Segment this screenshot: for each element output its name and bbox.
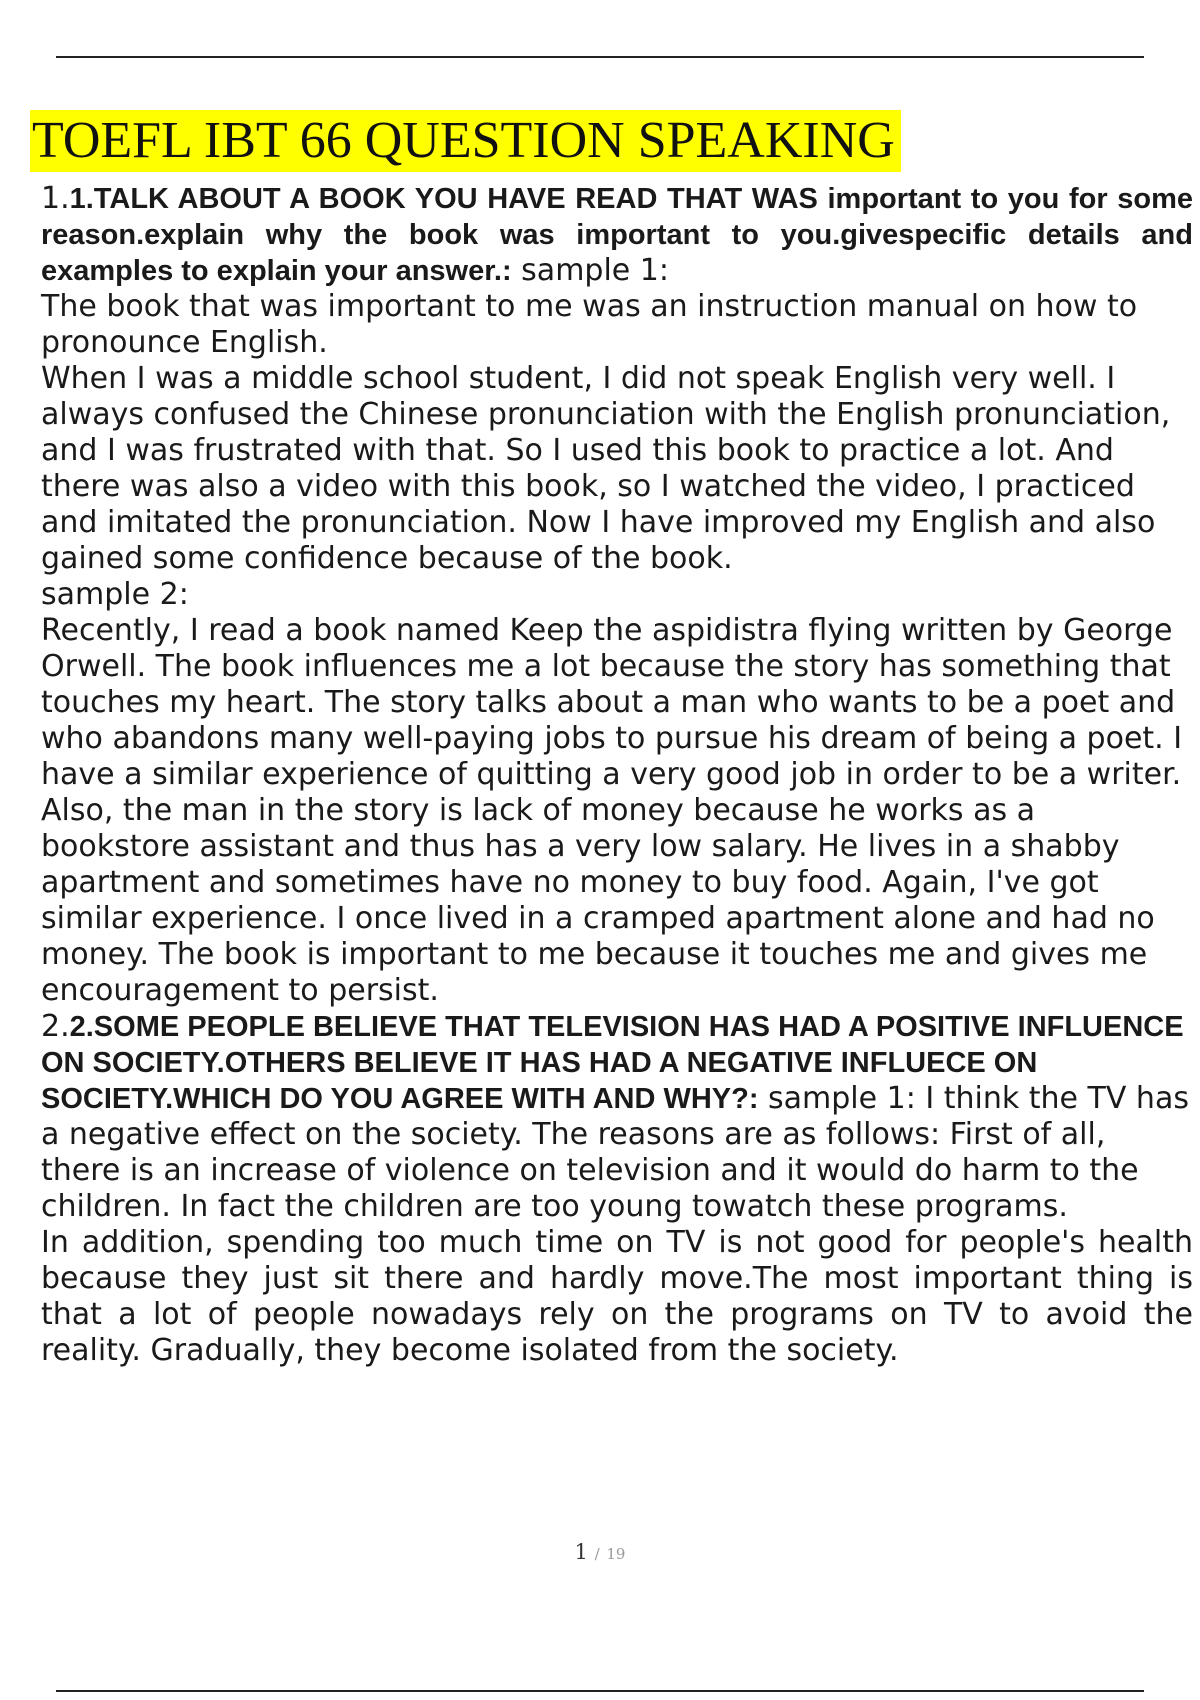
top-rule: [56, 56, 1144, 58]
current-page: 1: [574, 1540, 588, 1564]
question-text: 1.TALK ABOUT A BOOK YOU HAVE READ THAT WAS important to you for some reason.explain why the book was important to you.givespecific details and examples to explain your answer.:: [41, 183, 1193, 287]
question-number: 2.: [41, 1009, 70, 1044]
page-indicator: [0, 1540, 1200, 1564]
total-pages: 19: [606, 1545, 626, 1563]
answer-paragraph: The book that was important to me was an instruction manual on how to pronounce English.: [41, 289, 1138, 360]
document-title: TOEFL IBT 66 QUESTION SPEAKING: [30, 110, 901, 172]
question-1-heading: [41, 181, 1193, 289]
page-separator: /: [594, 1545, 600, 1563]
bottom-rule: [56, 1690, 1144, 1692]
answer-paragraph: When I was a middle school student, I did not speak English very well. I always confused the Chinese pronunciation with the English pronunciation, and I was frustrated with that. So I used this book to practice a lot. And there was also a video with this book, so I watched the video, I practiced and imitated the pronunciation. Now I have improved my English and also gained some confidence because of the book.: [41, 361, 1171, 576]
question-2-heading: [41, 1009, 1193, 1225]
sample-label: sample 2:: [41, 577, 189, 612]
question-number: 1.: [41, 181, 70, 216]
question-lead: sample 1:: [511, 253, 669, 288]
document-body: [41, 181, 1193, 1369]
question-text: 2.SOME PEOPLE BELIEVE THAT TELEVISION HAS HAD A POSITIVE INFLUENCE ON SOCIETY.OTHERS BELIEVE IT HAS HAD A NEGATIVE INFLUECE ON SOCIETY.WHICH DO YOU AGREE WITH AND WHY?:: [41, 1011, 1184, 1115]
answer-paragraph: Recently, I read a book named Keep the aspidistra flying written by George Orwell. The book influences me a lot because the story has something that touches my heart. The story talks about a man who wants to be a poet and who abandons many well-paying jobs to pursue his dream of being a poet. I have a similar experience of quitting a very good job in order to be a writer. Also, the man in the story is lack of money because he works as a bookstore assistant and thus has a very low salary. He lives in a shabby apartment and sometimes have no money to buy food. Again, I've got similar experience. I once lived in a cramped apartment alone and had no money. The book is important to me because it touches me and gives me encouragement to persist.: [41, 613, 1183, 1008]
title-block: [30, 110, 901, 172]
question-lead: sample 1: I think the TV has a negative effect on the society. The reasons are as follows: First of all, there is an increase of violence on television and it would do harm to the children. In fact the children are too young towatch these programs.: [41, 1081, 1189, 1224]
answer-paragraph: In addition, spending too much time on TV is not good for people's health because they just sit there and hardly move.The most important thing is that a lot of people nowadays rely on the programs on TV to avoid the reality. Gradually, they become isolated from the society.: [41, 1225, 1193, 1368]
